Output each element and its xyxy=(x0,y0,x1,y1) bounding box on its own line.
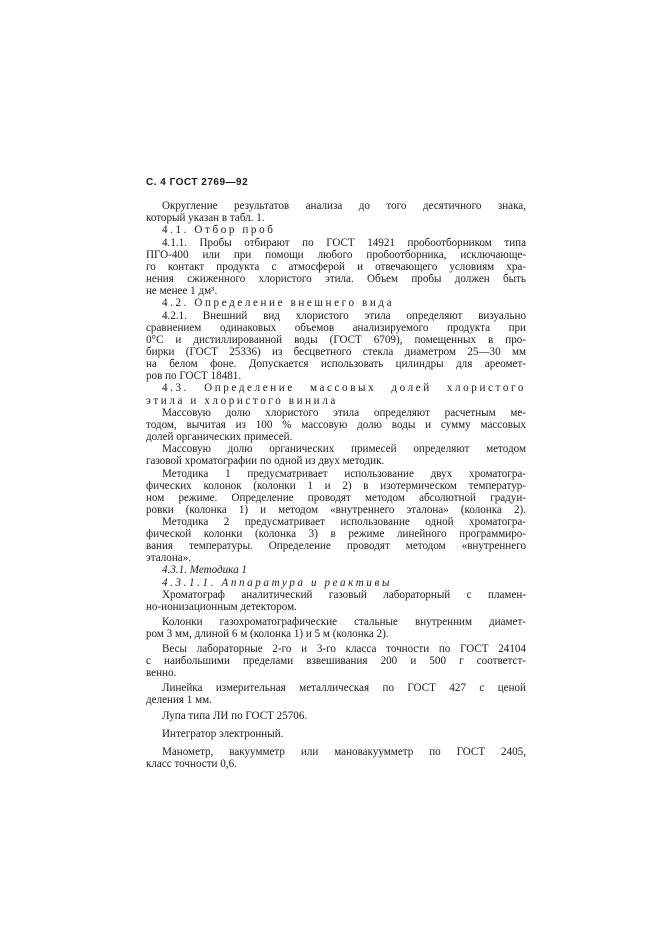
text-line: Лупа типа ЛИ по ГОСТ 25706. xyxy=(162,710,308,722)
text-line: 0°С и дистиллированной воды (ГОСТ 6709), помещенных в про- xyxy=(146,334,526,346)
section-heading: 4.3. Определение массовых долей хлористого xyxy=(162,382,526,394)
text-line: ПГО-400 или при помощи любого пробоотборника, исключающе- xyxy=(146,249,526,261)
text-line: который указан в табл. 1. xyxy=(146,212,265,224)
section-heading: 4.2. Определение внешнего вида xyxy=(162,297,395,309)
text-line: фической колонки (колонка 3) в режиме линейного программиро- xyxy=(146,528,526,540)
text-line: но-ионизационным детектором. xyxy=(146,601,297,613)
text-line: эталона». xyxy=(146,552,192,564)
text-line: газовой хроматографии по одной из двух методик. xyxy=(146,455,385,467)
text-line: Массовую долю хлористого этила определяют расчетным ме- xyxy=(162,407,526,419)
text-line: го контакт продукта с атмосферой и отвечающего условиям хра- xyxy=(146,261,526,273)
text-line: Манометр, вакуумметр или мановакуумметр по ГОСТ 2405, xyxy=(162,746,526,758)
section-heading: этила и хлористого винила xyxy=(146,395,338,407)
text-line: венно. xyxy=(146,667,177,679)
text-line: нения сжиженного хлористого этила. Объем пробы должен быть xyxy=(146,273,526,285)
text-line: не менее 1 дм³. xyxy=(146,285,218,297)
text-line: Весы лабораторные 2-го и 3-го класса точности по ГОСТ 24104 xyxy=(162,643,526,655)
subsection-heading: 4.3.1.1. Аппаратура и реактивы xyxy=(162,577,393,589)
text-line: деления 1 мм. xyxy=(146,694,212,706)
text-line: ном режиме. Определение проводят методом абсолютной градуи- xyxy=(146,492,526,504)
section-heading: 4.1. Отбор проб xyxy=(162,224,276,236)
text-line: долей органических примесей. xyxy=(146,431,293,443)
text-line: ров по ГОСТ 18481. xyxy=(146,370,242,382)
text-line: тодом, вычитая из 100 % массовую долю воды и сумму массовых xyxy=(146,419,526,431)
text-line: на белом фоне. Допускается использовать цилиндры для ареомет- xyxy=(146,358,526,370)
text-line: фических колонок (колонки 1 и 2) в изотермическом температур- xyxy=(146,480,526,492)
text-line: 4.1.1. Пробы отбирают по ГОСТ 14921 пробоотборником типа xyxy=(162,237,526,249)
page-header: С. 4 ГОСТ 2769—92 xyxy=(146,177,249,188)
text-line: ровки (колонка 1) и методом «внутреннего эталона» (колонка 2). xyxy=(146,504,526,516)
subsection-heading: 4.3.1. Методика 1 xyxy=(162,564,247,576)
text-line: Массовую долю органических примесей определяют методом xyxy=(162,443,526,455)
text-line: класс точности 0,6. xyxy=(146,758,237,770)
text-line: сравнением одинаковых объемов анализируемого продукта при xyxy=(146,322,526,334)
text-line: Хроматограф аналитический газовый лабораторный с пламен- xyxy=(162,589,526,601)
text-line: 4.2.1. Внешний вид хлористого этила определяют визуально xyxy=(162,310,526,322)
text-line: Колонки газохроматографические стальные внутренним диамет- xyxy=(162,616,526,628)
text-line: Методика 1 предусматривает использование двух хроматогра- xyxy=(162,468,526,480)
text-line: Интегратор электронный. xyxy=(162,728,284,740)
text-line: Округление результатов анализа до того десятичного знака, xyxy=(162,200,526,212)
text-line: с наибольшими пределами взвешивания 200 и 500 г соответст- xyxy=(146,655,526,667)
text-line: бирки (ГОСТ 25336) из бесцветного стекла диаметром 25—30 мм xyxy=(146,346,526,358)
text-line: ром 3 мм, длиной 6 м (колонка 1) и 5 м (колонка 2). xyxy=(146,628,389,640)
text-line: вания температуры. Определение проводят методом «внутреннего xyxy=(146,540,526,552)
text-line: Методика 2 предусматривает использование одной хроматогра- xyxy=(162,516,526,528)
text-line: Линейка измерительная металлическая по ГОСТ 427 с ценой xyxy=(162,682,526,694)
